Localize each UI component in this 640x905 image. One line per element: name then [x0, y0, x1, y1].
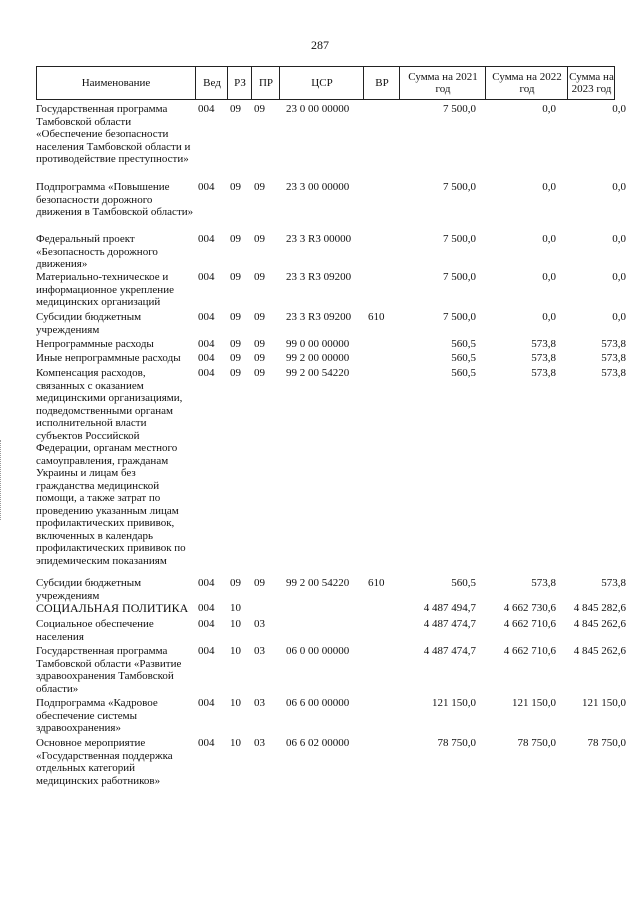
cell-s2023: 573,8 [601, 367, 626, 379]
cell-name: Подпрограмма «Кадровое обеспечение системы здравоохранения» [36, 697, 158, 734]
cell-s2021: 7 500,0 [443, 311, 476, 323]
cell-ved: 004 [198, 697, 215, 709]
cell-pr: 09 [254, 577, 265, 589]
cell-s2023: 0,0 [612, 271, 626, 283]
cell-rz: 09 [230, 103, 241, 115]
cell-s2021: 7 500,0 [443, 271, 476, 283]
cell-ved: 004 [198, 577, 215, 589]
cell-rz: 09 [230, 352, 241, 364]
cell-ved: 004 [198, 311, 215, 323]
page-number: 287 [311, 38, 329, 52]
cell-rz: 10 [230, 618, 241, 630]
cell-csr: 99 2 00 54220 [286, 367, 350, 379]
cell-pr: 09 [254, 181, 265, 193]
cell-s2022: 573,8 [531, 338, 556, 350]
cell-ved: 004 [198, 367, 215, 379]
cell-name: Государственная программа Тамбовской области «Развитие здравоохранения Тамбовской области» [36, 645, 182, 695]
table-header [36, 66, 615, 100]
cell-csr: 23 3 R3 09200 [286, 311, 352, 323]
cell-rz: 10 [230, 645, 241, 657]
cell-s2022: 121 150,0 [512, 697, 556, 709]
cell-s2022: 0,0 [542, 271, 556, 283]
cell-s2022: 573,8 [531, 352, 556, 364]
cell-s2021: 4 487 494,7 [423, 602, 476, 614]
header-rz: РЗ [227, 67, 252, 99]
cell-s2021: 7 500,0 [443, 103, 476, 115]
cell-rz: 09 [230, 311, 241, 323]
cell-s2022: 573,8 [531, 367, 556, 379]
cell-csr: 99 2 00 54220 [286, 577, 350, 589]
cell-pr: 09 [254, 352, 265, 364]
cell-ved: 004 [198, 645, 215, 657]
cell-pr: 09 [254, 233, 265, 245]
header-sum-2023: Сумма на 2023 год [567, 67, 615, 99]
cell-s2021: 4 487 474,7 [423, 618, 476, 630]
cell-vr: 610 [368, 577, 385, 589]
cell-csr: 06 6 00 00000 [286, 697, 350, 709]
header-vr: ВР [363, 67, 400, 99]
cell-name: Субсидии бюджетным учреждениям [36, 311, 142, 336]
cell-name: Подпрограмма «Повышение безопасности дорожного движения в Тамбовской области» [36, 181, 194, 218]
cell-rz: 09 [230, 577, 241, 589]
header-ved: Вед [195, 67, 228, 99]
cell-s2023: 573,8 [601, 338, 626, 350]
cell-csr: 23 0 00 00000 [286, 103, 350, 115]
cell-pr: 09 [254, 338, 265, 350]
cell-ved: 004 [198, 181, 215, 193]
cell-s2023: 0,0 [612, 181, 626, 193]
cell-pr: 03 [254, 645, 265, 657]
cell-ved: 004 [198, 737, 215, 749]
cell-rz: 10 [230, 602, 241, 614]
cell-s2021: 560,5 [451, 577, 476, 589]
cell-s2022: 4 662 730,6 [503, 602, 556, 614]
cell-s2022: 0,0 [542, 233, 556, 245]
cell-ved: 004 [198, 338, 215, 350]
header-pr: ПР [251, 67, 280, 99]
cell-rz: 09 [230, 181, 241, 193]
cell-rz: 09 [230, 367, 241, 379]
cell-ved: 004 [198, 618, 215, 630]
cell-s2022: 4 662 710,6 [503, 618, 556, 630]
cell-csr: 23 3 R3 00000 [286, 233, 352, 245]
cell-s2023: 78 750,0 [587, 737, 626, 749]
cell-ved: 004 [198, 602, 215, 614]
cell-s2023: 121 150,0 [582, 697, 626, 709]
cell-csr: 99 0 00 00000 [286, 338, 350, 350]
cell-pr: 03 [254, 697, 265, 709]
cell-csr: 23 3 00 00000 [286, 181, 350, 193]
cell-csr: 99 2 00 00000 [286, 352, 350, 364]
cell-s2023: 4 845 262,6 [573, 645, 626, 657]
cell-s2021: 560,5 [451, 338, 476, 350]
cell-pr: 09 [254, 311, 265, 323]
cell-rz: 10 [230, 737, 241, 749]
cell-s2023: 0,0 [612, 233, 626, 245]
cell-s2021: 560,5 [451, 352, 476, 364]
cell-name: Компенсация расходов, связанных с оказанием медицинскими организациями, подведомственными органам исполнительной власти субъектов Российской Федерации, органам местного самоуправления, гражданам Украины и лицам без гражданства медицинской помощи, а также затрат по проведению указанным лицам профилактических прививок, включенных в календарь профилактических прививок по эпидемическим показаниям [36, 367, 186, 567]
cell-rz: 09 [230, 338, 241, 350]
cell-vr: 610 [368, 311, 385, 323]
cell-s2021: 78 750,0 [437, 737, 476, 749]
cell-s2023: 4 845 282,6 [573, 602, 626, 614]
cell-name: Основное мероприятие «Государственная поддержка отдельных категорий медицинских работников» [36, 737, 173, 787]
cell-name: Непрограммные расходы [36, 338, 154, 350]
cell-name: СОЦИАЛЬНАЯ ПОЛИТИКА [36, 601, 189, 615]
cell-s2023: 573,8 [601, 352, 626, 364]
cell-s2021: 7 500,0 [443, 181, 476, 193]
cell-s2022: 0,0 [542, 181, 556, 193]
cell-pr: 09 [254, 103, 265, 115]
cell-csr: 23 3 R3 09200 [286, 271, 352, 283]
cell-s2022: 4 662 710,6 [503, 645, 556, 657]
cell-s2021: 7 500,0 [443, 233, 476, 245]
header-name: Наименование [81, 77, 151, 89]
cell-name: Государственная программа Тамбовской области «Обеспечение безопасности населения Тамбовской области и противодействие преступности» [36, 103, 191, 165]
header-csr: ЦСР [279, 67, 364, 99]
cell-csr: 06 6 02 00000 [286, 737, 350, 749]
cell-name: Субсидии бюджетным учреждениям [36, 577, 142, 602]
cell-pr: 03 [254, 737, 265, 749]
cell-s2022: 0,0 [542, 311, 556, 323]
cell-s2023: 0,0 [612, 103, 626, 115]
cell-ved: 004 [198, 271, 215, 283]
cell-s2023: 573,8 [601, 577, 626, 589]
cell-pr: 09 [254, 271, 265, 283]
cell-name: Социальное обеспечение населения [36, 618, 154, 643]
header-sum-2022: Сумма на 2022 год [485, 67, 568, 99]
cell-s2022: 0,0 [542, 103, 556, 115]
cell-rz: 10 [230, 697, 241, 709]
cell-ved: 004 [198, 352, 215, 364]
cell-pr: 03 [254, 618, 265, 630]
cell-pr: 09 [254, 367, 265, 379]
scan-edge-mark [0, 440, 3, 520]
cell-rz: 09 [230, 233, 241, 245]
cell-s2021: 121 150,0 [432, 697, 476, 709]
cell-rz: 09 [230, 271, 241, 283]
header-sum-2021: Сумма на 2021 год [399, 67, 486, 99]
cell-s2023: 4 845 262,6 [573, 618, 626, 630]
cell-ved: 004 [198, 103, 215, 115]
cell-s2021: 4 487 474,7 [423, 645, 476, 657]
cell-ved: 004 [198, 233, 215, 245]
cell-s2022: 78 750,0 [517, 737, 556, 749]
cell-name: Федеральный проект «Безопасность дорожного движения» [36, 233, 158, 270]
cell-name: Материально-техническое и информационное укрепление медицинских организаций [36, 271, 174, 308]
cell-s2022: 573,8 [531, 577, 556, 589]
cell-name: Иные непрограммные расходы [36, 352, 181, 364]
cell-s2021: 560,5 [451, 367, 476, 379]
cell-csr: 06 0 00 00000 [286, 645, 350, 657]
cell-s2023: 0,0 [612, 311, 626, 323]
